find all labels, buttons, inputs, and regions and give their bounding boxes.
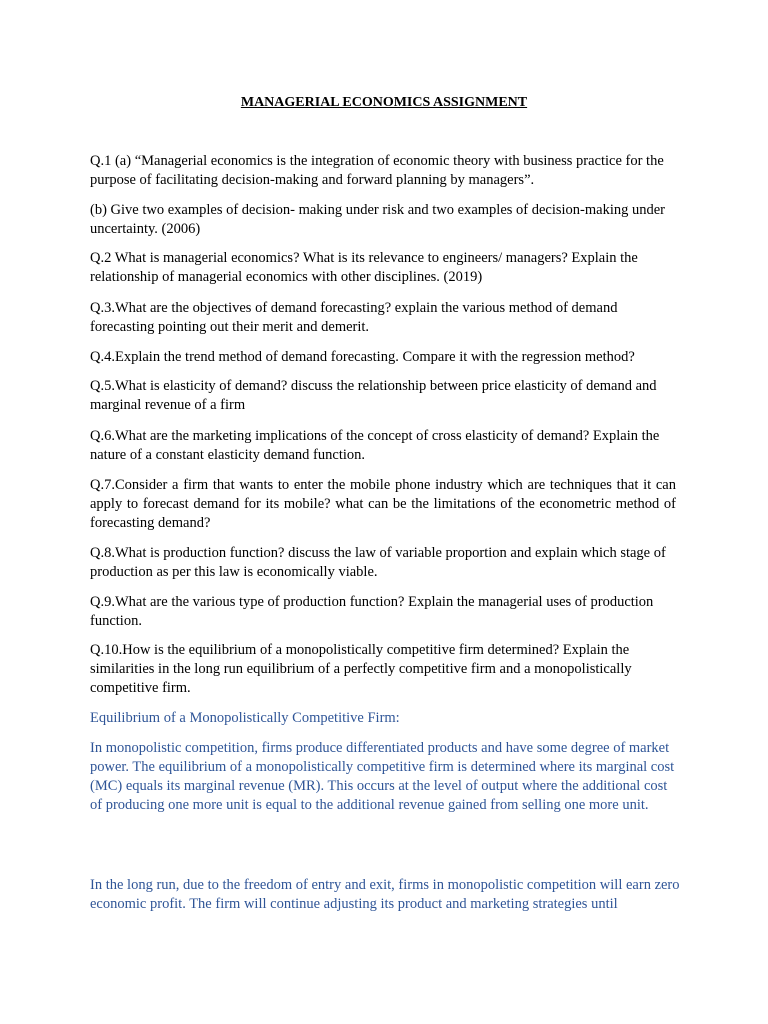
question-1b: (b) Give two examples of decision- making under risk and two examples of decision-making under uncertainty. (2006) xyxy=(90,202,666,237)
question-2: Q.2 What is managerial economics? What is its relevance to engineers/ managers? Explain the relationship of managerial economics with other disciplines. (2019) xyxy=(90,250,638,285)
question-7: Q.7.Consider a firm that wants to enter the mobile phone industry which are techniques that it can apply to forecast demand for its mobile? what can be the limitations of the econometric method of forecasting demand? xyxy=(90,477,676,531)
answer-paragraph-2: In the long run, due to the freedom of entry and exit, firms in monopolistic competition will earn zero economic profit. The firm will continue adjusting its product and marketing strategies until xyxy=(90,877,680,912)
question-9: Q.9.What are the various type of production function? Explain the managerial uses of production function. xyxy=(90,594,654,629)
answer-paragraph-1: In monopolistic competition, firms produce differentiated products and have some degree of market power. The equilibrium of a monopolistically competitive firm is determined where its marginal cost (MC) equals its marginal revenue (MR). This occurs at the level of output where the additional cost of producing one more unit is equal to the additional revenue gained from selling one more unit. xyxy=(90,740,675,813)
question-6: Q.6.What are the marketing implications of the concept of cross elasticity of demand? Explain the nature of a constant elasticity demand function. xyxy=(90,428,660,463)
question-3: Q.3.What are the objectives of demand forecasting? explain the various method of demand forecasting pointing out their merit and demerit. xyxy=(90,300,618,335)
question-5: Q.5.What is elasticity of demand? discuss the relationship between price elasticity of demand and marginal revenue of a firm xyxy=(90,378,657,413)
question-1a: Q.1 (a) “Managerial economics is the integration of economic theory with business practice for the purpose of facilitating decision-making and forward planning by managers”. xyxy=(90,153,664,188)
question-8: Q.8.What is production function? discuss the law of variable proportion and explain which stage of production as per this law is economically viable. xyxy=(90,545,666,580)
document-title: MANAGERIAL ECONOMICS ASSIGNMENT xyxy=(240,95,528,110)
answer-heading: Equilibrium of a Monopolistically Competitive Firm: xyxy=(90,710,400,726)
question-10: Q.10.How is the equilibrium of a monopolistically competitive firm determined? Explain the similarities in the long run equilibrium of a perfectly competitive firm and a monopolistically competitive firm. xyxy=(90,642,632,696)
question-4: Q.4.Explain the trend method of demand forecasting. Compare it with the regression method? xyxy=(90,349,635,365)
